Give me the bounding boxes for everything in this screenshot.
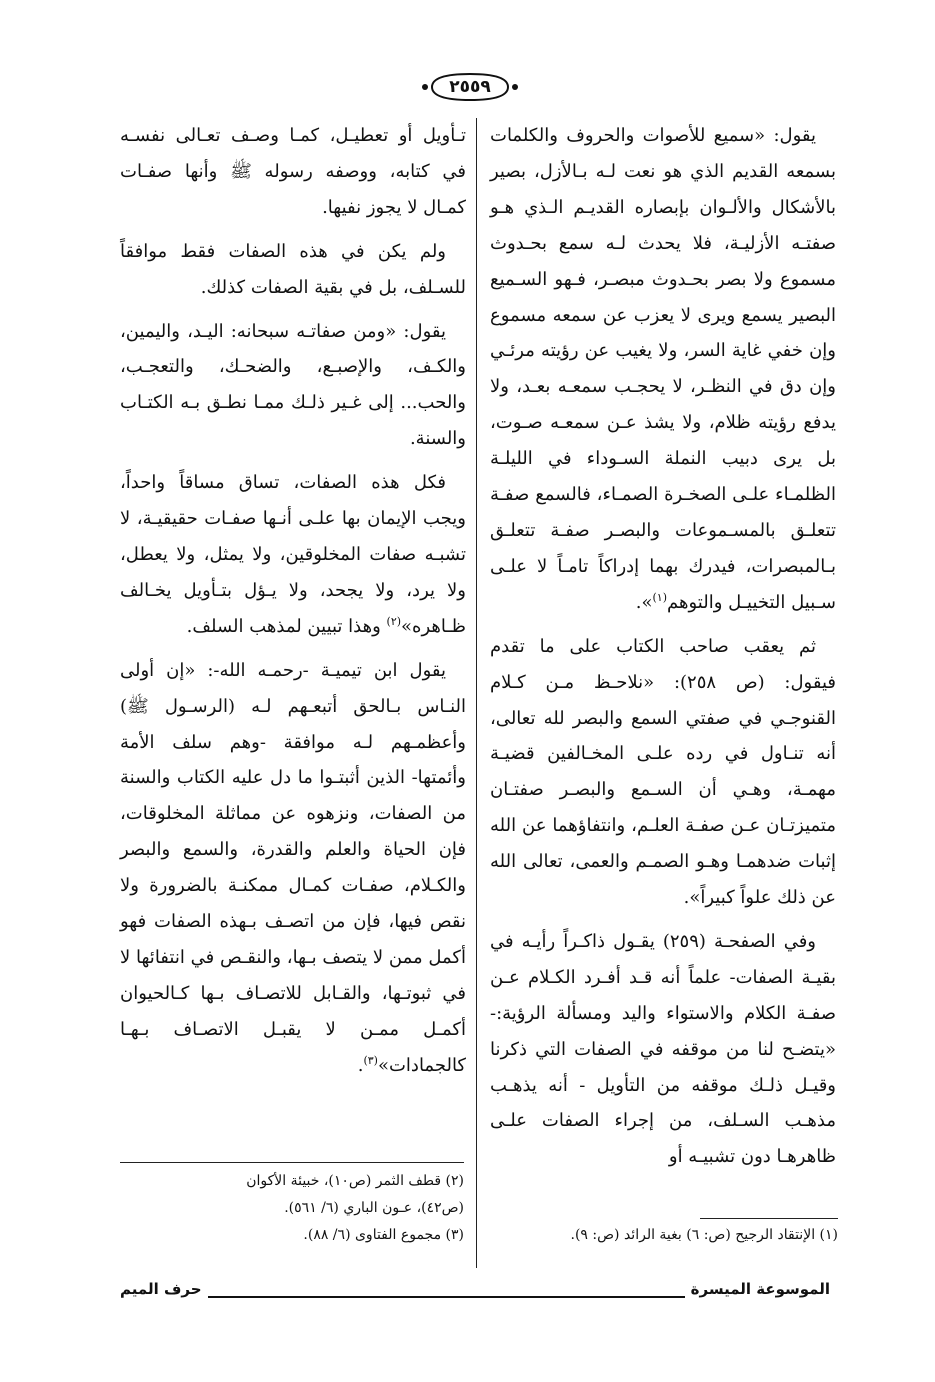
right-paragraph-1 bbox=[490, 118, 836, 621]
right-paragraph-1-close: ». bbox=[635, 591, 653, 613]
right-paragraph-3: وفي الصفحـة (٢٥٩) يقـول ذاكـراً رأيـه في بقيـة الصفات- علماً أنه قـد أفـرد الكـلام عـن صفـة الكلام والاستواء واليد ومسألة الرؤية:- «يتضـح لنا من موقفه في الصفات التي ذكرنا وقيـل ذلـك موقفه من التأويل - أنه يذهـب مذهـب السـلف، من إجراء الصفات علـى ظاهرهـا دون تشبيـه أو bbox=[490, 930, 836, 1168]
footnote-marker-2: (٢) bbox=[386, 614, 402, 628]
footnotes-right bbox=[520, 1222, 838, 1249]
left-paragraph-4-text: فكل هذه الصفات، تساق مساقاً واحداً، ويجب الإيمان بها علـى أنـها صفـات حقيقيـة، لا تشبـه صفات المخلوقين، ولا يمثل، ولا يعطل، ولا يرد، ولا يجحد، ولا يـؤل بتـأويل يخـالف ظـاهره» bbox=[120, 472, 466, 637]
footer-book-title: الموسوعة الميسرة bbox=[685, 1280, 836, 1298]
right-column bbox=[490, 118, 836, 1183]
left-column bbox=[120, 118, 466, 1092]
page-number-ornament bbox=[420, 70, 520, 104]
footnote-3: (٣) مجموع الفتاوى (٦/ ٨٨). bbox=[303, 1227, 464, 1243]
left-paragraph-5-text: يقول ابن تيميـة -رحمـه الله-: «إن أولى النـاس بـالحق أتبعـهم لـه (الرسـول ﷺ) وأعظمـهم لـه موافقة -وهم سلف الأمة وأئمتها- الذين أثبتـوا ما دل عليه الكتاب والسنة من الصفات، ونزهوه عن مماثلة المخلوقات، فإن الحياة والعلم والقدرة، والسمع والبصر والكـلام، صفـات كمـال ممكنـة بالضرورة ولا نقص فيها، فإن من اتصـف بـهذه الصفات فهو أكمل ممن لا يتصف بـها، والنقـص في انتفائها لا في ثبوتـها، والقـابل للاتصـاف بـها كـالحيوان أكمـل ممـن لا يقبـل الاتصـاف بـهـا كالجمادات» bbox=[120, 659, 466, 1076]
left-paragraph-5 bbox=[120, 653, 466, 1084]
footnote-marker-1: (١) bbox=[652, 590, 668, 604]
left-paragraph-4 bbox=[120, 465, 466, 645]
left-paragraph-4-tail: وهذا تبيين لمذهب السلف. bbox=[186, 615, 381, 637]
right-paragraph-1-text: يقول: «سميع للأصوات والحروف والكلمات بسمعه القديم الذي هو نعت لـه بـالأزل، بصير بالأشكال والألـوان بإبصاره القديـم الـذي هـو صفتـه الأزليـة، فلا يحدث لـه سمع بحـدوث مسموع ولا بصر بحـدوث مبصـر، فـهو السـميع البصير يسمع ويرى لا يعزب عن سمعه مسموع وإن خفي غاية السر، ولا يغيب عن رؤيته مرئـي وإن دق في النظـر، لا يحجـب سمعـه بعـد، ولا يدفع رؤيته ظلام، ولا يشذ عـن سمعـه صـوت، بل يرى دبيب النملة السـوداء في الليلـة الظلمـاء علـى الصخـرة الصمـاء، فالسمع صفـة تتعلـق بالمسـموعات والبصـر صفـة تتعلـق بـالمبصرات، فيدرك بهما إدراكاً تامـاً لا علـى سـبيل التخييـل والتوهم bbox=[490, 125, 836, 613]
footnote-marker-3: (٣) bbox=[363, 1053, 378, 1067]
left-paragraph-5-tail: . bbox=[357, 1054, 364, 1076]
left-paragraph-2: ولم يكن في هذه الصفات فقط موافقاً للسـلف، بل في بقية الصفات كذلك. bbox=[120, 240, 466, 298]
page-number: ٢٥٥٩ bbox=[449, 77, 491, 97]
footnote-1: (١) الإنتقاد الرجيح (ص: ٦) بغية الرائد (ص: ٩). bbox=[570, 1227, 838, 1243]
footnotes-left bbox=[240, 1168, 464, 1249]
footnote-rule-left bbox=[120, 1162, 464, 1163]
left-paragraph-1: تـأويل أو تعطيـل، كمـا وصـف تعـالى نفسـه في كتابه، ووصفه رسوله ﷺ وأنها صفـات كمـال لا يجوز نفيها. bbox=[120, 125, 466, 218]
left-paragraph-3: يقول: «ومن صفاتـه سبحانه: اليـد، واليمين، والكـف، والإصبـع، والضحـك، والتعجـب، والحب... إلى غـير ذلـك ممـا نطـق بـه الكتـاب والسنة. bbox=[120, 320, 466, 450]
footer-section-title: حرف الميم bbox=[114, 1280, 208, 1298]
footnote-rule-right bbox=[700, 1218, 838, 1219]
column-divider bbox=[476, 118, 477, 1268]
footnote-2: (٢) قطف الثمر (ص١٠)، خبيئة الأكوان (ص٤٢)، عـون الباري (٦/ ٥٦١). bbox=[246, 1173, 464, 1216]
right-paragraph-2: ثم يعقب صاحب الكتاب على ما تقدم فيقول: (ص ٢٥٨): «نلاحـظ مـن كـلام القنوجـي في صفتي السمع والبصر لله تعالى، أنه تنـاول في رده علـى المخـالفين قضيـة مهمـة، وهـي أن السـمع والبصـر صفتـان متميزتـان عـن صفـة العلـم، وانتفاؤهما عن الله إثبات ضدهمـا وهـو الصمـم والعمى، تعالى الله عن ذلك علواً كبيراً». bbox=[490, 635, 836, 909]
